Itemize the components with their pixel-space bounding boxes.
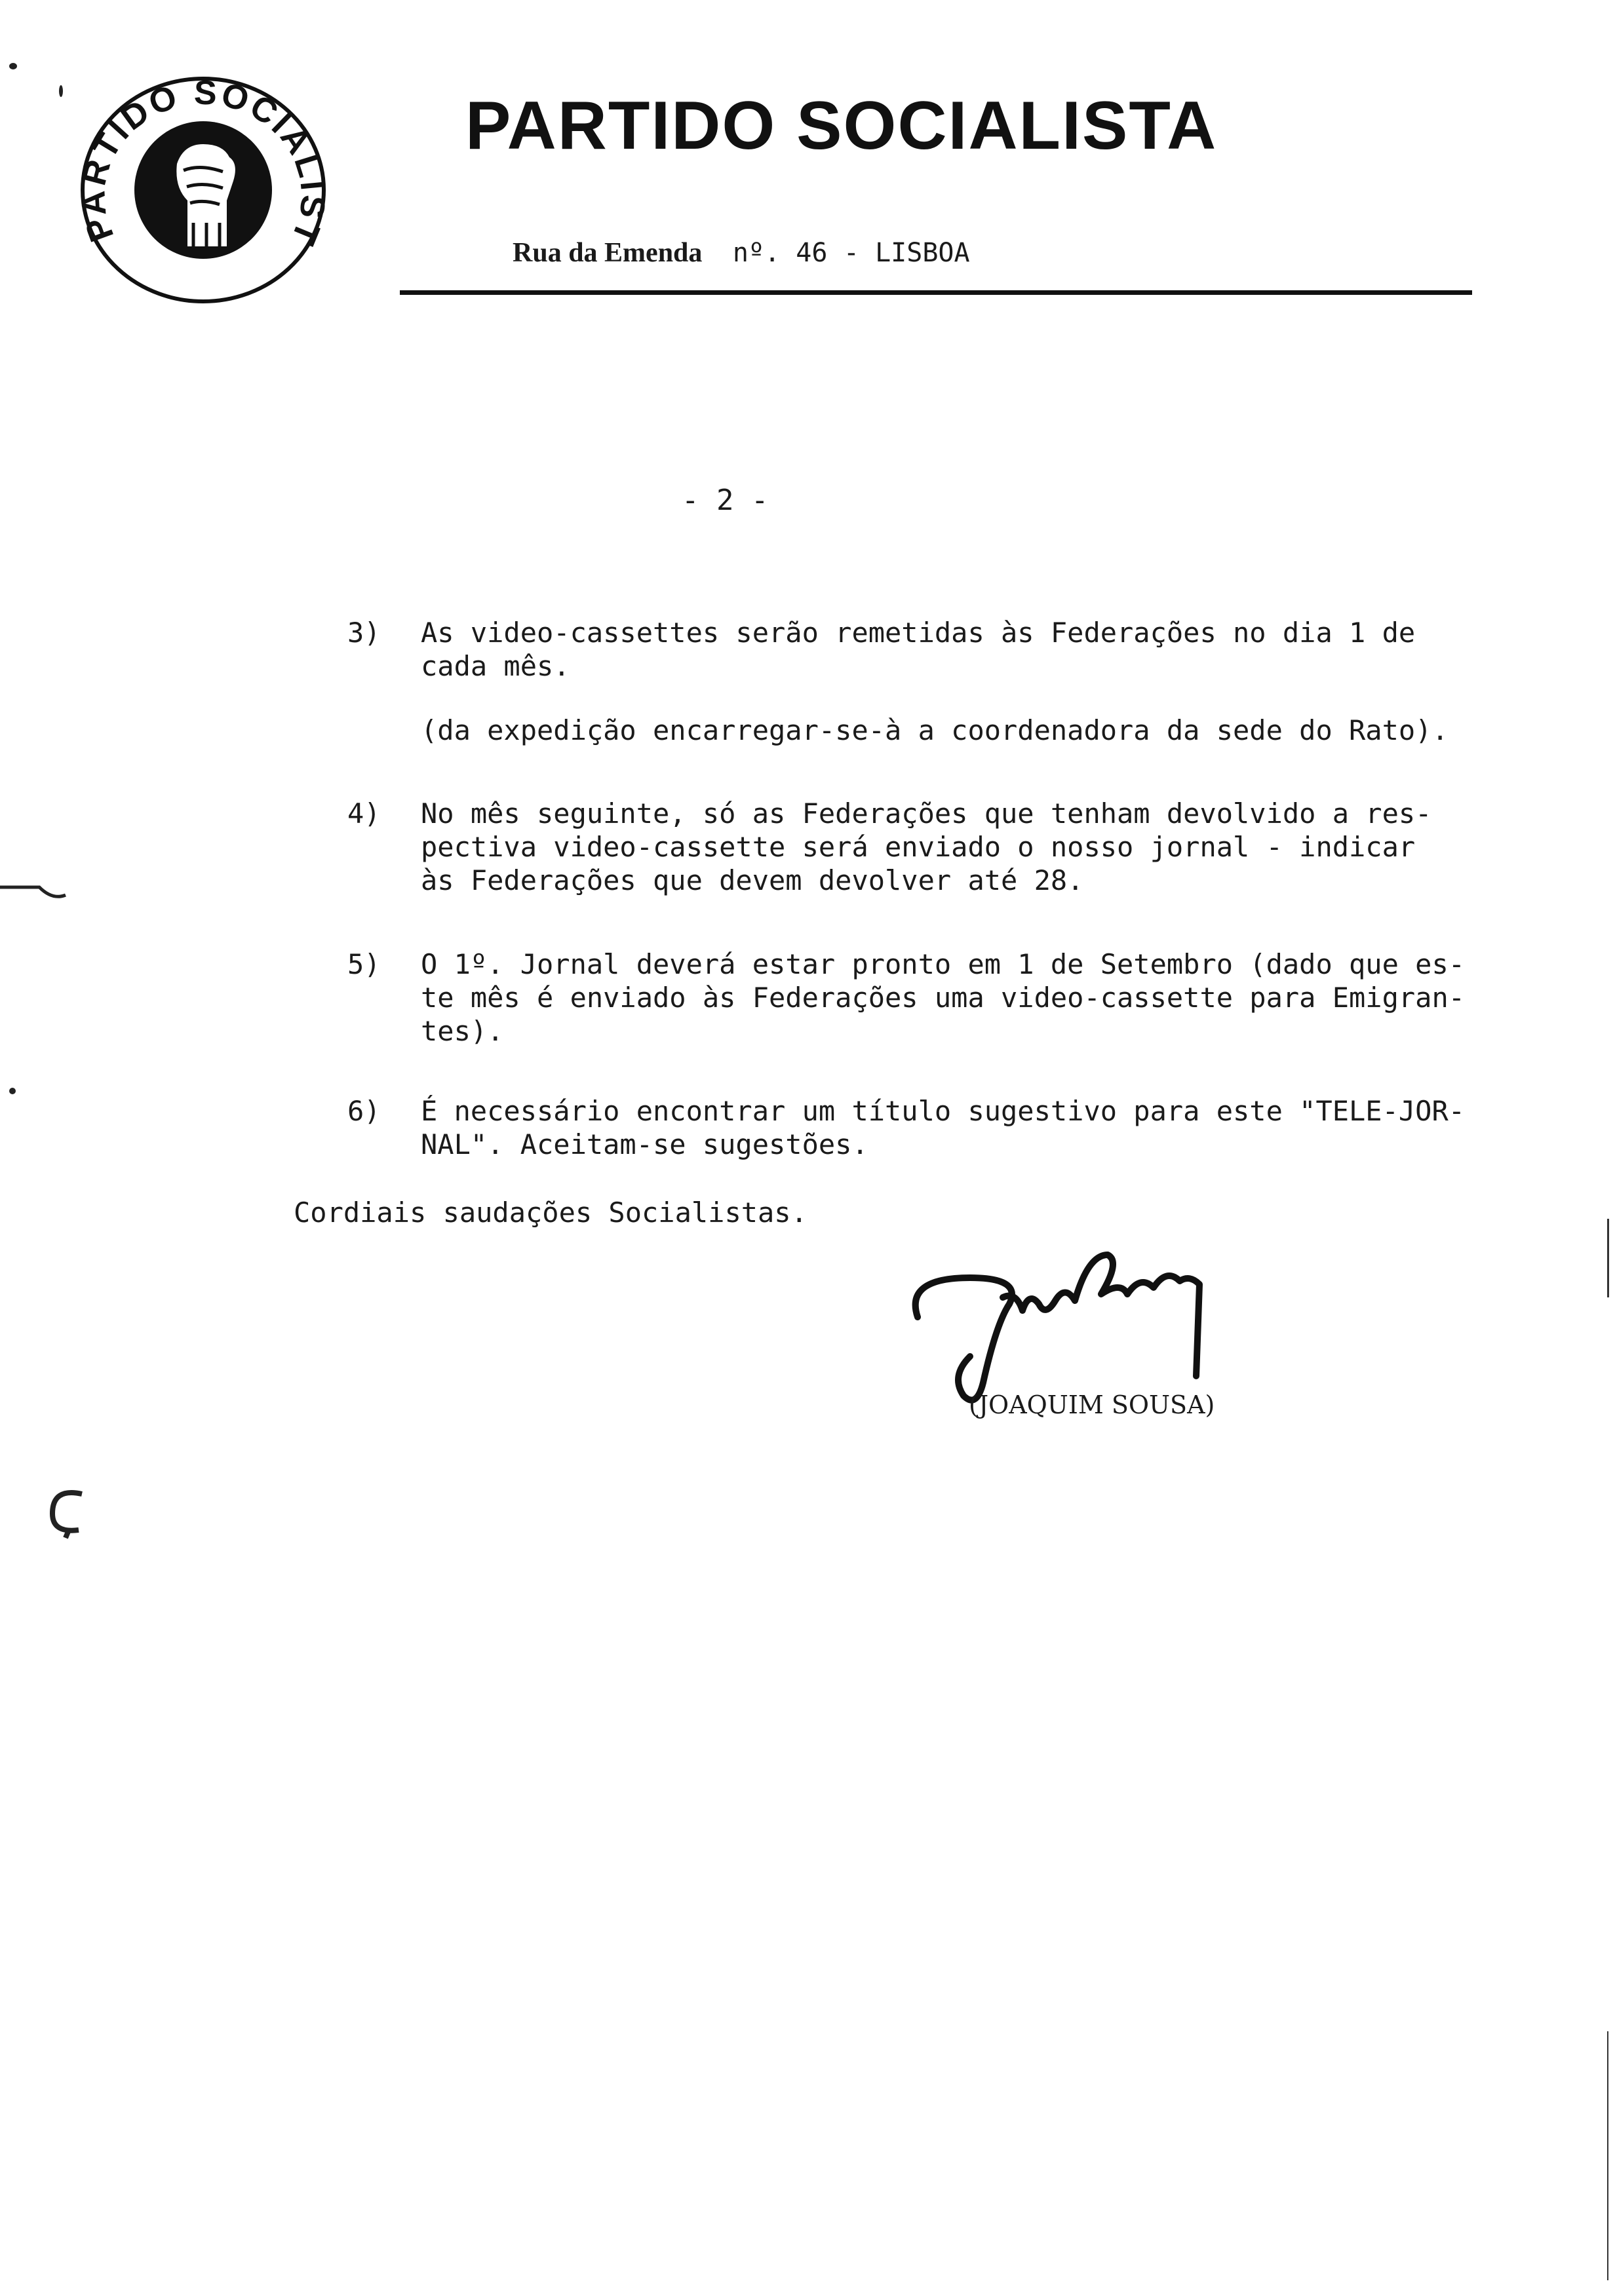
scan-speck — [9, 1088, 16, 1094]
item-number: 3) — [347, 617, 381, 649]
page-number: - 2 - — [682, 484, 769, 517]
fist-emblem-icon — [79, 72, 328, 308]
item-text: As video-cassettes serão remetidas às Federações no dia 1 de cada mês. — [421, 617, 1416, 682]
scan-mark — [46, 1487, 92, 1540]
handwritten-signature — [905, 1245, 1285, 1415]
scan-speck — [59, 85, 63, 97]
item-number: 4) — [347, 797, 381, 830]
signatory-name: (JOAQUIM SOUSA) — [969, 1390, 1215, 1419]
item-number: 5) — [347, 948, 381, 980]
scan-mark — [0, 878, 79, 904]
item-text: O 1º. Jornal deverá estar pronto em 1 de Setembro (dado que es- te mês é enviado às Federações uma video-cassette para Emigran- tes). — [421, 948, 1466, 1047]
closing-salutation: Cordiais saudações Socialistas. — [294, 1196, 808, 1229]
header-rule — [400, 290, 1472, 295]
scan-speck — [9, 63, 17, 69]
item-number: 6) — [347, 1095, 381, 1127]
organization-name: PARTIDO SOCIALISTA — [465, 88, 1218, 164]
signature-icon — [905, 1245, 1285, 1415]
address-city: - LISBOA — [843, 238, 970, 268]
address-number: nº. 46 — [732, 238, 828, 268]
item-text: É necessário encontrar um título sugestivo para este "TELE-JOR- NAL". Aceitam-se sugestões. — [421, 1095, 1466, 1160]
scan-edge — [1607, 2031, 1608, 2280]
scan-edge — [1607, 1219, 1609, 1297]
note-text: (da expedição encarregar-se-à a coordenadora da sede do Rato). — [421, 714, 1449, 746]
svg-text:PARTIDO SOCIALISTA: P RTIDO SOCIAL T — [79, 73, 328, 250]
item-text: No mês seguinte, só as Federações que tenham devolvido a res- pectiva video-cassette será enviado o nosso jornal - indicar às Federações que devem devolver até 28. — [421, 797, 1432, 896]
address-line — [513, 237, 970, 269]
address-street: Rua da Emenda — [513, 238, 703, 268]
party-logo — [79, 72, 328, 308]
